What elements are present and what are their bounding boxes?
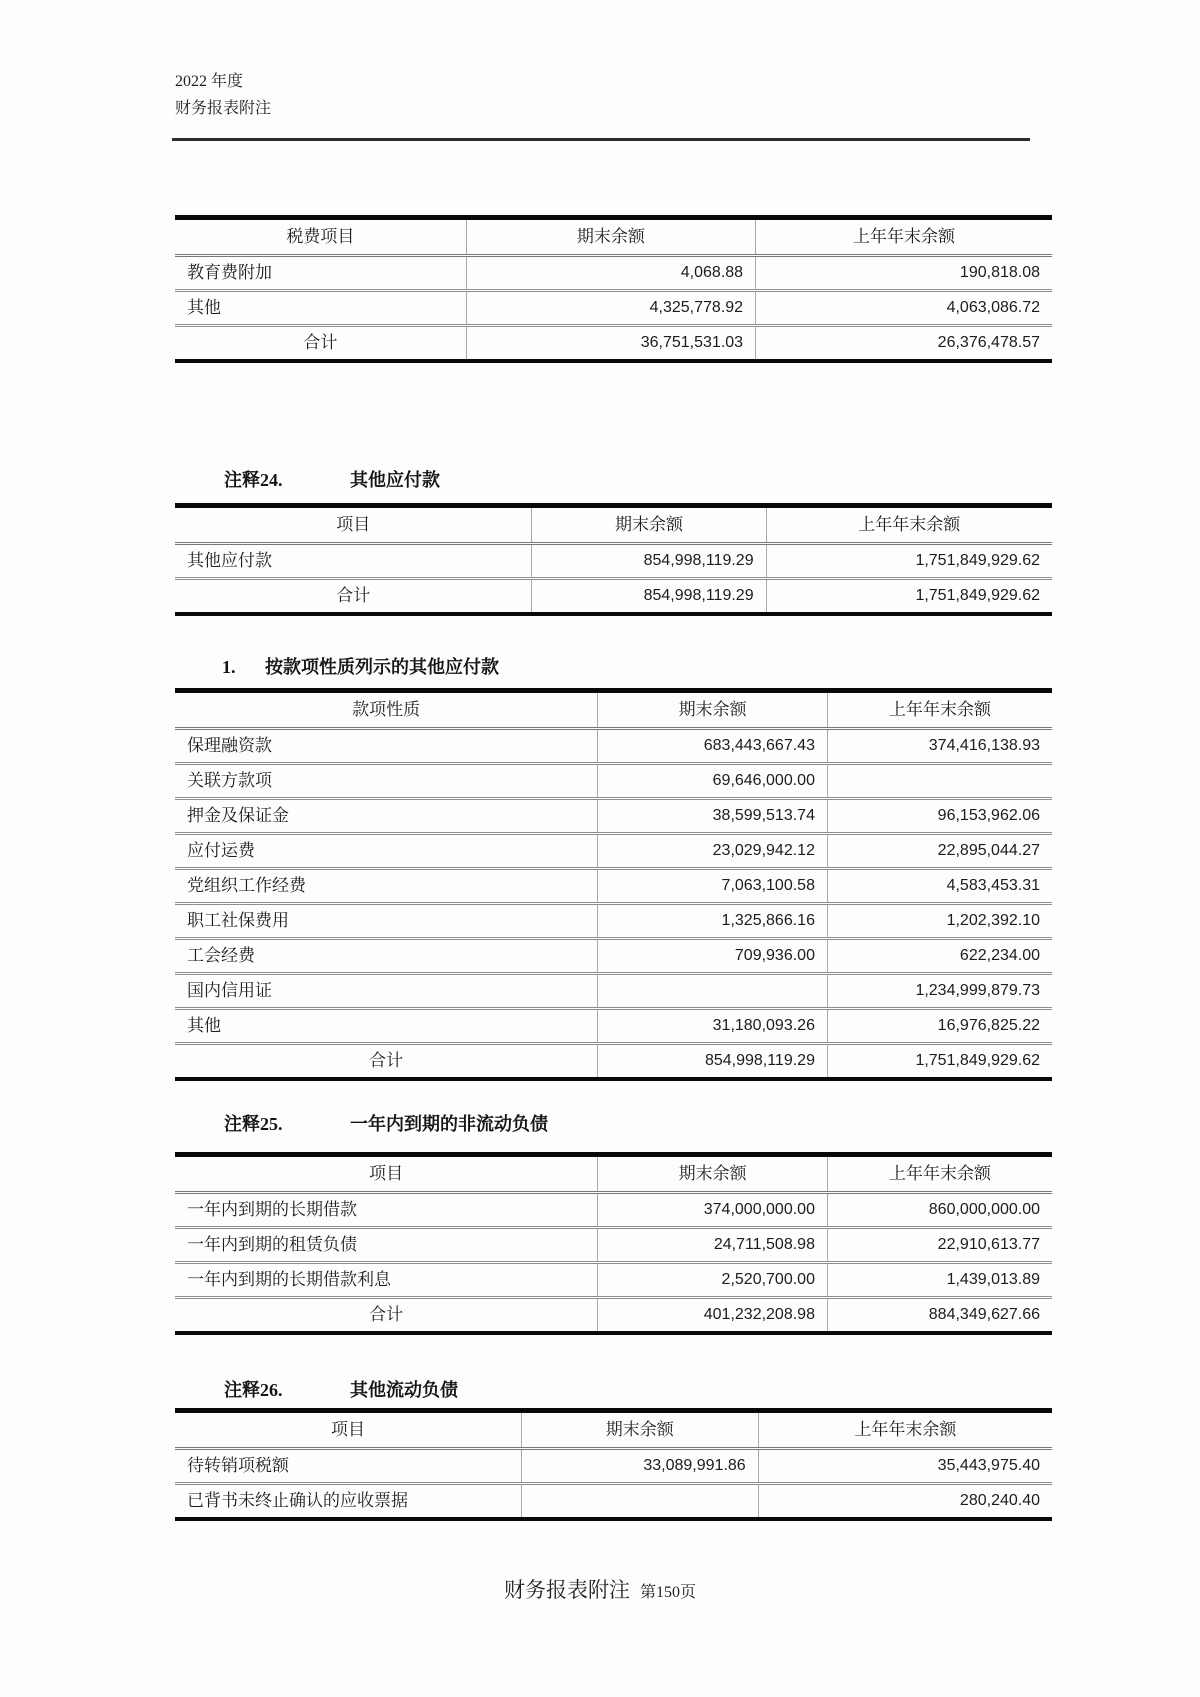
row-label-cell: 合计 [303,333,338,352]
column-header-prior-balance: 上年年末余额 [766,506,1052,544]
prior-balance-cell: 1,751,849,929.62 [766,544,1052,579]
prior-balance-cell: 1,202,392.10 [827,904,1052,939]
table-header-row [175,506,1052,544]
table-header-row [175,691,1052,729]
column-header-current-balance: 期末余额 [598,691,828,729]
current-balance-cell [598,974,828,1009]
current-balance-cell [521,1484,758,1520]
column-header-item: 款项性质 [175,691,598,729]
header-year-line: 2022 年度 [175,73,244,90]
current-balance-cell: 69,646,000.00 [598,764,828,799]
subnote1-heading [222,653,499,679]
current-balance-cell: 401,232,208.98 [598,1298,828,1334]
column-header-item: 税费项目 [175,218,466,256]
note24-heading [224,466,440,492]
table-total-row [175,1044,1052,1080]
prior-balance-cell: 1,751,849,929.62 [827,1044,1052,1080]
note-number: 注释24. [224,470,283,490]
table-row [175,799,1052,834]
prior-balance-cell: 22,895,044.27 [827,834,1052,869]
table-row [175,1263,1052,1298]
prior-balance-cell: 1,751,849,929.62 [766,579,1052,615]
table-row [175,834,1052,869]
note26-heading [224,1376,458,1402]
prior-balance-cell: 190,818.08 [756,256,1052,291]
current-balance-cell: 854,998,119.29 [532,544,766,579]
note25-heading [224,1110,548,1136]
prior-balance-cell: 1,234,999,879.73 [827,974,1052,1009]
other-payables-table [175,503,1052,616]
current-balance-cell: 23,029,942.12 [598,834,828,869]
table-row [175,256,1052,291]
payables-by-nature-table-section [175,688,1052,1081]
table-row [175,869,1052,904]
row-label-cell: 已背书未终止确认的应收票据 [187,1491,408,1510]
table-total-row [175,1298,1052,1334]
current-balance-cell: 374,000,000.00 [598,1193,828,1228]
table-row [175,1009,1052,1044]
table-row [175,544,1052,579]
current-balance-cell: 854,998,119.29 [598,1044,828,1080]
table-row [175,729,1052,764]
row-label-cell: 押金及保证金 [175,799,598,834]
current-balance-cell: 2,520,700.00 [598,1263,828,1298]
current-balance-cell: 1,325,866.16 [598,904,828,939]
current-balance-cell: 36,751,531.03 [466,326,755,362]
note-title: 一年内到期的非流动负债 [350,1114,548,1134]
tax-table [175,215,1052,363]
note-title: 其他流动负债 [350,1380,458,1400]
row-label-cell: 工会经费 [175,939,598,974]
current-balance-cell: 4,068.88 [466,256,755,291]
prior-balance-cell: 280,240.40 [758,1484,1052,1520]
table-row [175,764,1052,799]
prior-balance-cell: 884,349,627.66 [827,1298,1052,1334]
prior-balance-cell: 4,063,086.72 [756,291,1052,326]
prior-balance-cell: 96,153,962.06 [827,799,1052,834]
row-label-cell: 合计 [369,1051,404,1070]
header-rule [172,138,1030,141]
table-row [175,904,1052,939]
other-current-liabilities-table [175,1408,1052,1521]
row-label-cell: 保理融资款 [175,729,598,764]
row-label-cell: 一年内到期的租赁负债 [175,1228,598,1263]
table-row [175,939,1052,974]
column-header-current-balance: 期末余额 [598,1155,828,1193]
row-label-cell: 党组织工作经费 [175,869,598,904]
page-header [175,68,271,122]
table-row [175,1193,1052,1228]
prior-balance-cell: 22,910,613.77 [827,1228,1052,1263]
payables-by-nature-table [175,688,1052,1081]
current-balance-cell: 854,998,119.29 [532,579,766,615]
column-header-prior-balance: 上年年末余额 [758,1411,1052,1449]
table-header-row [175,218,1052,256]
column-header-current-balance: 期末余额 [532,506,766,544]
row-label-cell: 其他 [175,291,466,326]
prior-balance-cell [827,764,1052,799]
current-balance-cell: 709,936.00 [598,939,828,974]
table-row [175,974,1052,1009]
tax-table-section [175,215,1052,363]
prior-balance-cell: 622,234.00 [827,939,1052,974]
current-balance-cell: 24,711,508.98 [598,1228,828,1263]
row-label-cell: 其他 [175,1009,598,1044]
column-header-current-balance: 期末余额 [466,218,755,256]
table-total-row [175,326,1052,362]
other-current-liabilities-table-section [175,1408,1052,1521]
prior-balance-cell: 35,443,975.40 [758,1449,1052,1484]
column-header-prior-balance: 上年年末余额 [756,218,1052,256]
column-header-item: 项目 [175,1155,598,1193]
column-header-current-balance: 期末余额 [521,1411,758,1449]
column-header-item: 项目 [175,506,532,544]
other-payables-table-section [175,503,1052,616]
current-balance-cell: 7,063,100.58 [598,869,828,904]
prior-balance-cell: 374,416,138.93 [827,729,1052,764]
column-header-prior-balance: 上年年末余额 [827,691,1052,729]
row-label-cell: 待转销项税额 [175,1449,521,1484]
table-total-row [175,579,1052,615]
column-header-prior-balance: 上年年末余额 [827,1155,1052,1193]
note-number: 注释26. [224,1380,283,1400]
row-label-cell: 应付运费 [175,834,598,869]
table-row [175,1484,1052,1520]
footer-title: 财务报表附注 [503,1578,630,1602]
row-label-cell: 一年内到期的长期借款利息 [175,1263,598,1298]
footer-page-number: 第150页 [639,1584,696,1601]
table-row [175,291,1052,326]
noncurrent-due-table [175,1152,1052,1335]
current-balance-cell: 33,089,991.86 [521,1449,758,1484]
current-balance-cell: 4,325,778.92 [466,291,755,326]
column-header-item: 项目 [175,1411,521,1449]
table-header-row [175,1155,1052,1193]
current-balance-cell: 38,599,513.74 [598,799,828,834]
prior-balance-cell: 860,000,000.00 [827,1193,1052,1228]
row-label-cell: 其他应付款 [175,544,532,579]
note-number: 注释25. [224,1114,283,1134]
row-label-cell: 职工社保费用 [175,904,598,939]
note-title: 按款项性质列示的其他应付款 [265,657,499,677]
prior-balance-cell: 1,439,013.89 [827,1263,1052,1298]
table-header-row [175,1411,1052,1449]
current-balance-cell: 31,180,093.26 [598,1009,828,1044]
row-label-cell: 一年内到期的长期借款 [175,1193,598,1228]
prior-balance-cell: 4,583,453.31 [827,869,1052,904]
table-row [175,1228,1052,1263]
header-title-line: 财务报表附注 [175,100,272,117]
table-row [175,1449,1052,1484]
note-title: 其他应付款 [350,470,440,490]
row-label-cell: 教育费附加 [175,256,466,291]
row-label-cell: 合计 [369,1305,404,1324]
note-number: 1. [222,657,236,677]
row-label-cell: 关联方款项 [175,764,598,799]
prior-balance-cell: 16,976,825.22 [827,1009,1052,1044]
row-label-cell: 国内信用证 [175,974,598,1009]
current-balance-cell: 683,443,667.43 [598,729,828,764]
page-footer [0,1574,1200,1604]
row-label-cell: 合计 [336,586,371,605]
noncurrent-due-table-section [175,1152,1052,1335]
prior-balance-cell: 26,376,478.57 [756,326,1052,362]
